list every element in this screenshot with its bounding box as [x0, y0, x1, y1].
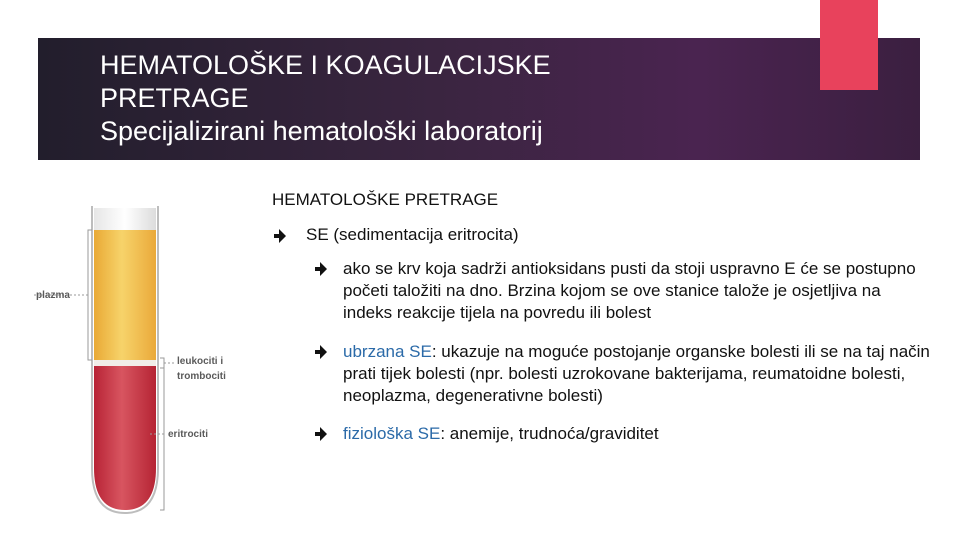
sub-item-2-prefix: ubrzana SE: [343, 342, 432, 361]
buffy-coat-layer: [94, 360, 156, 366]
bullet-se-label: SE (sedimentacija eritrocita): [306, 225, 519, 244]
bullet-se: [272, 225, 519, 245]
sub-item-2-body: : ukazuje na moguće postojanje organske bolesti ili se na taj način prati tijek bolesti (npr. bolesti uzrokovane bakterijama, reumatoidne bolesti, neoplazma, degenerativne bolesti): [343, 342, 930, 405]
diamond-arrow-icon: [313, 345, 333, 359]
label-leukociti: leukociti i: [177, 356, 224, 367]
diamond-arrow-icon: [313, 427, 333, 441]
slide-title: [100, 49, 551, 148]
title-line-3: Specijalizirani hematološki laboratorij: [100, 116, 543, 146]
label-eritrociti: eritrociti: [168, 429, 209, 440]
erythrocyte-layer: [94, 366, 156, 510]
sub-item-3-prefix: fiziološka SE: [343, 424, 441, 443]
accent-bar: [820, 0, 878, 90]
title-line-2: PRETRAGE: [100, 83, 249, 113]
eritrociti-bracket: [160, 368, 164, 510]
sub-item-1-text: ako se krv koja sadrži antioksidans pusti da stoji uspravno E će se postupno početi taložiti na dno. Brzina kojom se ove stanice talože je osjetljiva na indeks reakcije tijela na povredu ili bolest: [343, 259, 916, 322]
sub-item-1: [313, 258, 933, 324]
sub-item-2-text: [343, 341, 933, 407]
sub-item-3: [313, 423, 933, 445]
test-tube-illustration: [32, 198, 262, 520]
plasma-layer: [94, 230, 156, 360]
test-tube-svg: [32, 198, 262, 520]
sub-item-3-text: [343, 423, 659, 445]
diamond-arrow-icon: [272, 229, 292, 243]
sub-item-3-body: : anemije, trudnoća/graviditet: [440, 424, 659, 443]
title-line-1: HEMATOLOŠKE I KOAGULACIJSKE: [100, 50, 551, 80]
leukociti-bracket: [160, 358, 164, 368]
label-plazma: plazma: [36, 290, 70, 301]
section-heading: HEMATOLOŠKE PRETRAGE: [272, 190, 499, 209]
label-trombociti: trombociti: [177, 371, 226, 382]
sub-item-2: [313, 341, 933, 407]
tube-glass-top: [94, 208, 156, 230]
diamond-arrow-icon: [313, 262, 333, 276]
